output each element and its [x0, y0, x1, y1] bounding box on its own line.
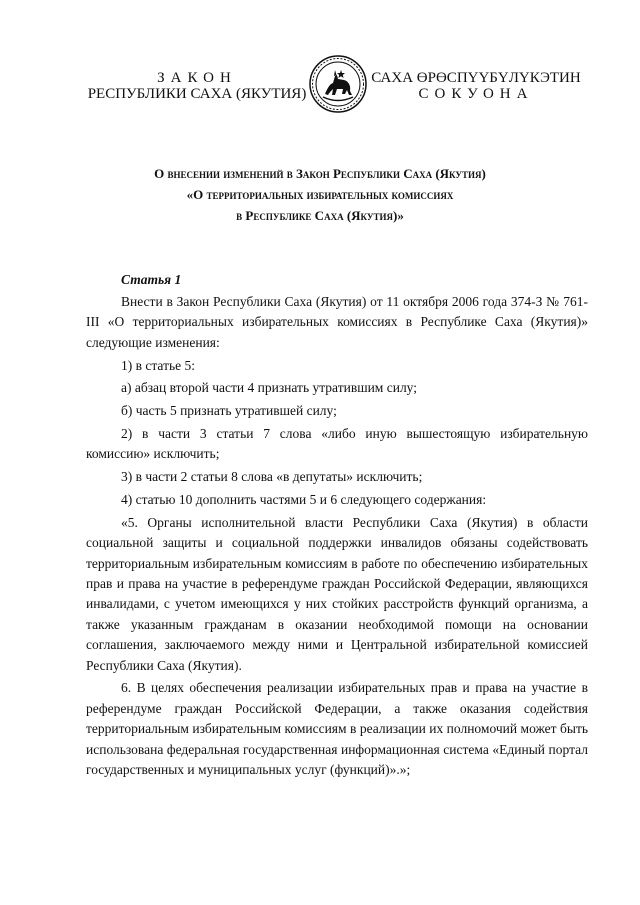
header-right — [366, 70, 586, 102]
article-heading: Статья 1 — [121, 272, 182, 287]
paragraph-item-2: 2) в части 3 статьи 7 слова «либо иную вышестоящую избирательную комиссию» исключить; — [86, 426, 588, 462]
paragraph-item-3: 3) в части 2 статьи 8 слова «в депутаты» исключить; — [121, 469, 423, 485]
paragraph-item-1a: а) абзац второй части 4 признать утратившим силу; — [121, 380, 418, 396]
document-title — [100, 163, 540, 226]
paragraph-part-6: 6. В целях обеспечения реализации избирательных прав и права на участие в референдуме граждан Российской Федерации, а также оказания содействия территориальным избирательным комиссиям в реализации их полномочий может быть использована федеральная государственная информационная система «Единый портал государственных и муниципальных услуг (функций)».»; — [86, 680, 588, 778]
paragraph-item-4: 4) статью 10 дополнить частями 5 и 6 следующего содержания: — [121, 492, 487, 507]
header-left — [86, 70, 308, 102]
paragraph-part-5: «5. Органы исполнительной власти Республики Саха (Якутия) в области социальной защиты и социальной поддержки инвалидов обязаны содействовать территориальным избирательным комиссиям в работе по обеспечению избирательных прав и права на участие в референдуме граждан Российской Федерации, являющихся инвалидами, с учетом имеющихся у них стойких расстройств функций организма, а также указанным гражданам в оказании необходимой помощи на основании соглашения, заключаемого между ними и Центральной избирательной комиссией Республики Саха (Якутия). — [86, 514, 588, 673]
title-line1: О внесении изменений в Закон Республики Саха (Якутия) — [154, 166, 486, 181]
title-line3: в Республике Саха (Якутия)» — [236, 208, 404, 223]
title-line2: «О территориальных избирательных комиссиях — [186, 187, 454, 202]
paragraph-intro: Внести в Закон Республики Саха (Якутия) от 11 октября 2006 года 374-З № 761-III «О территориальных избирательных комиссиях в Республике Саха (Якутия)» следующие изменения: — [86, 294, 588, 350]
header-left-line2: РЕСПУБЛИКИ САХА (ЯКУТИЯ) — [87, 86, 307, 102]
header-right-line1: САХА ӨРӨСПҮҮБҮЛҮКЭТИН — [371, 70, 581, 86]
document-body — [86, 292, 588, 783]
paragraph-item-1b: б) часть 5 признать утратившей силу; — [121, 403, 337, 419]
paragraph-item-1: 1) в статье 5: — [121, 357, 195, 373]
header-right-line2: СОКУОНА — [418, 86, 534, 102]
header-left-line1: ЗАКОН — [157, 70, 237, 86]
coat-of-arms-icon — [308, 54, 368, 114]
